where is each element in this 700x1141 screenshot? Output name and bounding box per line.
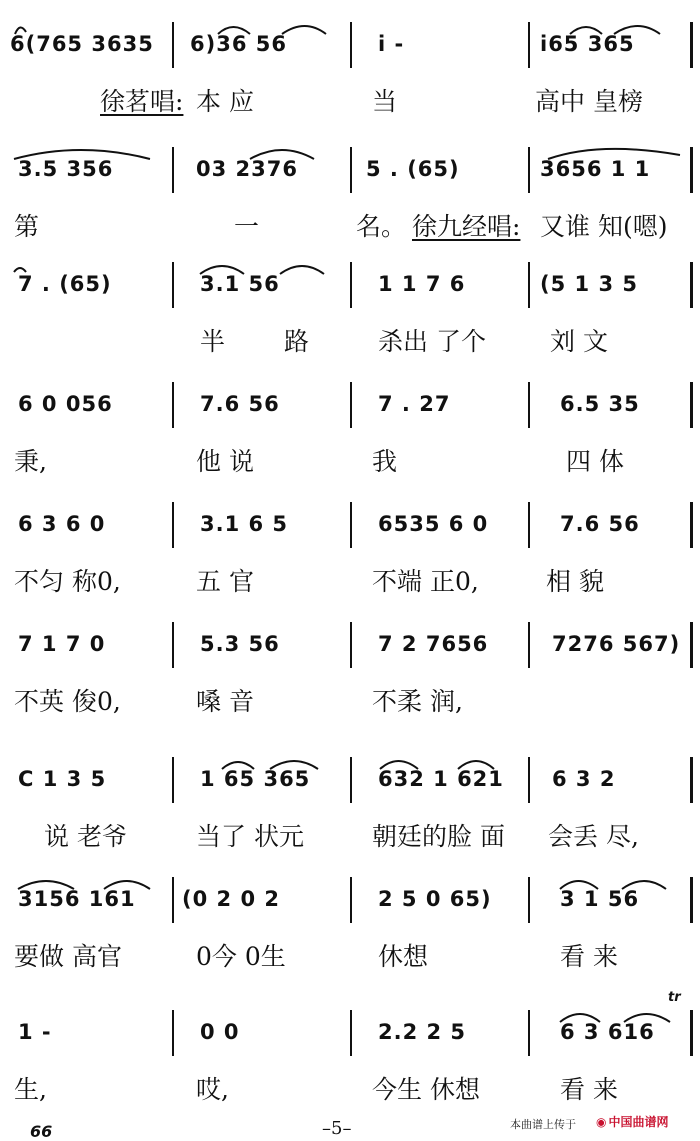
measure: 3156 161 xyxy=(18,887,136,911)
score-system-7 xyxy=(0,755,700,885)
lyric: 看 来 xyxy=(560,1075,618,1104)
page-number: –5– xyxy=(322,1118,352,1139)
logo-text: 中国曲谱网 xyxy=(608,1115,669,1129)
score-system-5 xyxy=(0,500,700,630)
measure: 7.6 56 xyxy=(200,392,280,416)
stray-mark: 66 xyxy=(30,1122,53,1141)
upload-notice: 本曲谱上传于 xyxy=(510,1118,576,1131)
lyric: 半 xyxy=(200,327,226,356)
lyric: 相 貌 xyxy=(546,567,604,596)
measure: 7276 567) xyxy=(552,632,681,656)
barline xyxy=(350,147,352,193)
lyric: 当 xyxy=(372,87,398,116)
measure: (5 1 3 5 xyxy=(540,272,638,296)
measure: 3.1 56 xyxy=(200,272,280,296)
lyric: 刘 文 xyxy=(550,327,608,356)
lyric: 四 体 xyxy=(566,447,624,476)
measure: 1 - xyxy=(18,1020,52,1044)
barline xyxy=(528,147,530,193)
lyric: 本 应 xyxy=(196,87,254,116)
lyric: 看 来 xyxy=(560,942,618,971)
measure: 6)36 56 xyxy=(190,32,287,56)
barline xyxy=(528,757,530,803)
site-logo[interactable] xyxy=(596,1113,669,1130)
lyric: 不匀 称0, xyxy=(14,567,121,596)
measure: 5 . (65) xyxy=(366,157,460,181)
score-system-4 xyxy=(0,380,700,510)
lyric: 当了 状元 xyxy=(196,822,304,851)
lyric: 一 xyxy=(234,212,260,241)
lyric: 要做 高官 xyxy=(14,942,122,971)
barline xyxy=(350,382,352,428)
barline xyxy=(350,757,352,803)
barline xyxy=(528,22,530,68)
barline xyxy=(172,1010,174,1056)
trill-mark: tr xyxy=(668,990,681,1005)
barline xyxy=(690,147,693,193)
barline xyxy=(350,22,352,68)
barline xyxy=(172,502,174,548)
measure: i - xyxy=(378,32,405,56)
barline xyxy=(172,382,174,428)
measure: C 1 3 5 xyxy=(18,767,107,791)
lyric: 不端 正0, xyxy=(372,567,479,596)
barline xyxy=(172,147,174,193)
barline xyxy=(172,622,174,668)
lyric: 五 官 xyxy=(196,567,254,596)
score-system-3 xyxy=(0,260,700,390)
barline xyxy=(528,262,530,308)
lyric: 会丢 尽, xyxy=(548,822,639,851)
measure: 7 1 7 0 xyxy=(18,632,106,656)
measure: 2 5 0 65) xyxy=(378,887,492,911)
measure: 2.2 2 5 xyxy=(378,1020,467,1044)
barline xyxy=(690,262,693,308)
barline xyxy=(350,262,352,308)
measure: 3.1 6 5 xyxy=(200,512,289,536)
lyric: 不柔 润, xyxy=(372,687,463,716)
lyric: 我 xyxy=(372,447,398,476)
barline xyxy=(172,877,174,923)
lyric: 路 xyxy=(284,327,310,356)
barline xyxy=(528,502,530,548)
lyric: 杀出 了个 xyxy=(378,327,486,356)
barline xyxy=(690,622,693,668)
measure: i65 365 xyxy=(540,32,635,56)
measure: 6 3 616 xyxy=(560,1020,655,1044)
barline xyxy=(172,262,174,308)
measure: 632 1 621 xyxy=(378,767,504,791)
barline xyxy=(690,1010,693,1056)
score-system-6 xyxy=(0,620,700,750)
measure: 6.5 35 xyxy=(560,392,640,416)
measure: 6535 6 0 xyxy=(378,512,489,536)
barline xyxy=(350,622,352,668)
measure: 1 65 365 xyxy=(200,767,311,791)
barline xyxy=(528,1010,530,1056)
lyric: 第 xyxy=(14,212,40,241)
barline xyxy=(172,22,174,68)
barline xyxy=(350,502,352,548)
measure: 1 1 7 6 xyxy=(378,272,466,296)
lyric: 休想 xyxy=(378,942,429,971)
logo-icon: ◉ xyxy=(596,1115,607,1129)
lyric: 说 老爷 xyxy=(44,822,127,851)
singer-label: 徐九经唱: xyxy=(412,212,521,241)
barline xyxy=(172,757,174,803)
measure: 3 1 56 xyxy=(560,887,640,911)
measure: 7 . (65) xyxy=(18,272,112,296)
barline xyxy=(528,877,530,923)
lyric: 嗓 音 xyxy=(196,687,254,716)
barline xyxy=(690,502,693,548)
score-system-1 xyxy=(0,20,700,150)
measure: 0 0 xyxy=(200,1020,240,1044)
measure: 3.5 356 xyxy=(18,157,114,181)
measure: 7 . 27 xyxy=(378,392,451,416)
barline xyxy=(350,877,352,923)
score-system-8 xyxy=(0,875,700,1005)
measure: 03 2376 xyxy=(196,157,298,181)
measure: 5.3 56 xyxy=(200,632,280,656)
barline xyxy=(528,622,530,668)
barline xyxy=(690,877,693,923)
lyric: 他 说 xyxy=(196,447,254,476)
measure: (0 2 0 2 xyxy=(182,887,280,911)
measure: 7.6 56 xyxy=(560,512,640,536)
lyric: 0今 0生 xyxy=(196,942,286,971)
lyric: 高中 皇榜 xyxy=(535,87,643,116)
lyric: 哎, xyxy=(196,1075,229,1104)
barline xyxy=(690,22,693,68)
measure: 6(765 3635 xyxy=(10,32,154,56)
barline xyxy=(690,382,693,428)
singer-label: 徐茗唱: xyxy=(100,87,184,116)
lyric: 不英 俊0, xyxy=(14,687,121,716)
lyric: 生, xyxy=(14,1075,47,1104)
measure: 6 0 056 xyxy=(18,392,113,416)
lyric: 朝廷的脸 面 xyxy=(372,822,505,851)
lyric: 今生 休想 xyxy=(372,1075,480,1104)
lyric: 名。 xyxy=(356,212,407,241)
measure: 6 3 2 xyxy=(552,767,616,791)
barline xyxy=(350,1010,352,1056)
score-system-2 xyxy=(0,145,700,275)
barline xyxy=(528,382,530,428)
measure: 3656 1 1 xyxy=(540,157,651,181)
lyric: 秉, xyxy=(14,447,47,476)
measure: 7 2 7656 xyxy=(378,632,489,656)
measure: 6 3 6 0 xyxy=(18,512,106,536)
barline xyxy=(690,757,693,803)
lyric: 又谁 知(嗯) xyxy=(540,212,668,241)
